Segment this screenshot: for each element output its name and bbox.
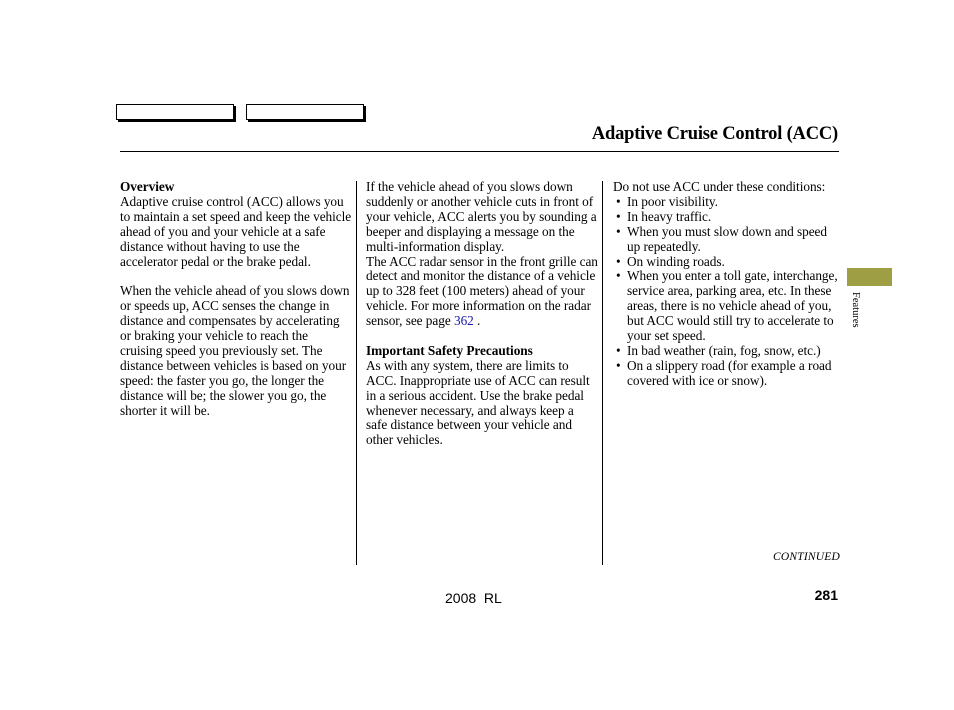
conditions-intro: Do not use ACC under these conditions: [613, 179, 826, 194]
overview-paragraph-2: When the vehicle ahead of you slows down or speeds up, ACC senses the change in distance and compensates by accelerating or braking your vehicle to reach the cruising speed you previously set. The distance between vehicles is based on your speed: the faster you go, the longer the distance will be; the slower you go, the shorter it will be. [120, 283, 350, 418]
safety-heading: Important Safety Precautions [366, 342, 533, 358]
previous-page-button[interactable] [116, 104, 234, 120]
title-divider [120, 151, 839, 152]
footer-model: 2008 RL [445, 590, 502, 606]
section-tab[interactable] [847, 268, 892, 286]
page-reference-link[interactable]: 362 [453, 313, 474, 329]
conditions-list [613, 195, 841, 389]
continued-label: CONTINUED [773, 551, 840, 563]
list-item: • In bad weather (rain, fog, snow, etc.) [616, 342, 821, 358]
column-divider-1 [356, 181, 357, 565]
overview-paragraph-1: Adaptive cruise control (ACC) allows you to maintain a set speed and keep the vehicle ahead of you and your vehicle at a safe distance without having to use the accelerator pedal or the brake pedal. [120, 193, 352, 269]
list-item: • In heavy traffic. [616, 208, 712, 224]
page-title: Adaptive Cruise Control (ACC) [591, 124, 838, 144]
next-page-button[interactable] [246, 104, 364, 120]
list-item: • When you must slow down and speed up repeatedly. [616, 223, 827, 254]
list-item: • In poor visibility. [616, 193, 718, 209]
column-overview [120, 180, 352, 418]
list-item: • On winding roads. [616, 253, 725, 269]
overview-heading: Overview [120, 179, 175, 194]
column-divider-2 [602, 181, 603, 565]
list-item: • On a slippery road (for example a road covered with ice or snow). [616, 357, 832, 388]
column-conditions [613, 180, 841, 389]
column-alerts-and-safety [366, 180, 598, 448]
list-item: • When you enter a toll gate, interchange, service area, parking area, etc. In these areas, there is no vehicle ahead of you, but ACC would still try to accelerate to your set speed. [616, 268, 838, 344]
radar-paragraph: The ACC radar sensor in the front grille can detect and monitor the distance of a vehicle up to 328 feet (100 meters) ahead of your vehicle. For more information on the radar sensor, see page 362 . [366, 253, 598, 329]
safety-paragraph: As with any system, there are limits to ACC. Inappropriate use of ACC can result in a serious accident. Use the brake pedal whenever necessary, and always keep a safe distance between your vehicle and other vehicles. [366, 357, 590, 448]
alert-paragraph: If the vehicle ahead of you slows down suddenly or another vehicle cuts in front of your vehicle, ACC alerts you by sounding a beeper and displaying a message on the multi-information display. [366, 179, 597, 254]
section-tab-label: Features [850, 292, 861, 328]
page-number: 281 [814, 587, 838, 603]
